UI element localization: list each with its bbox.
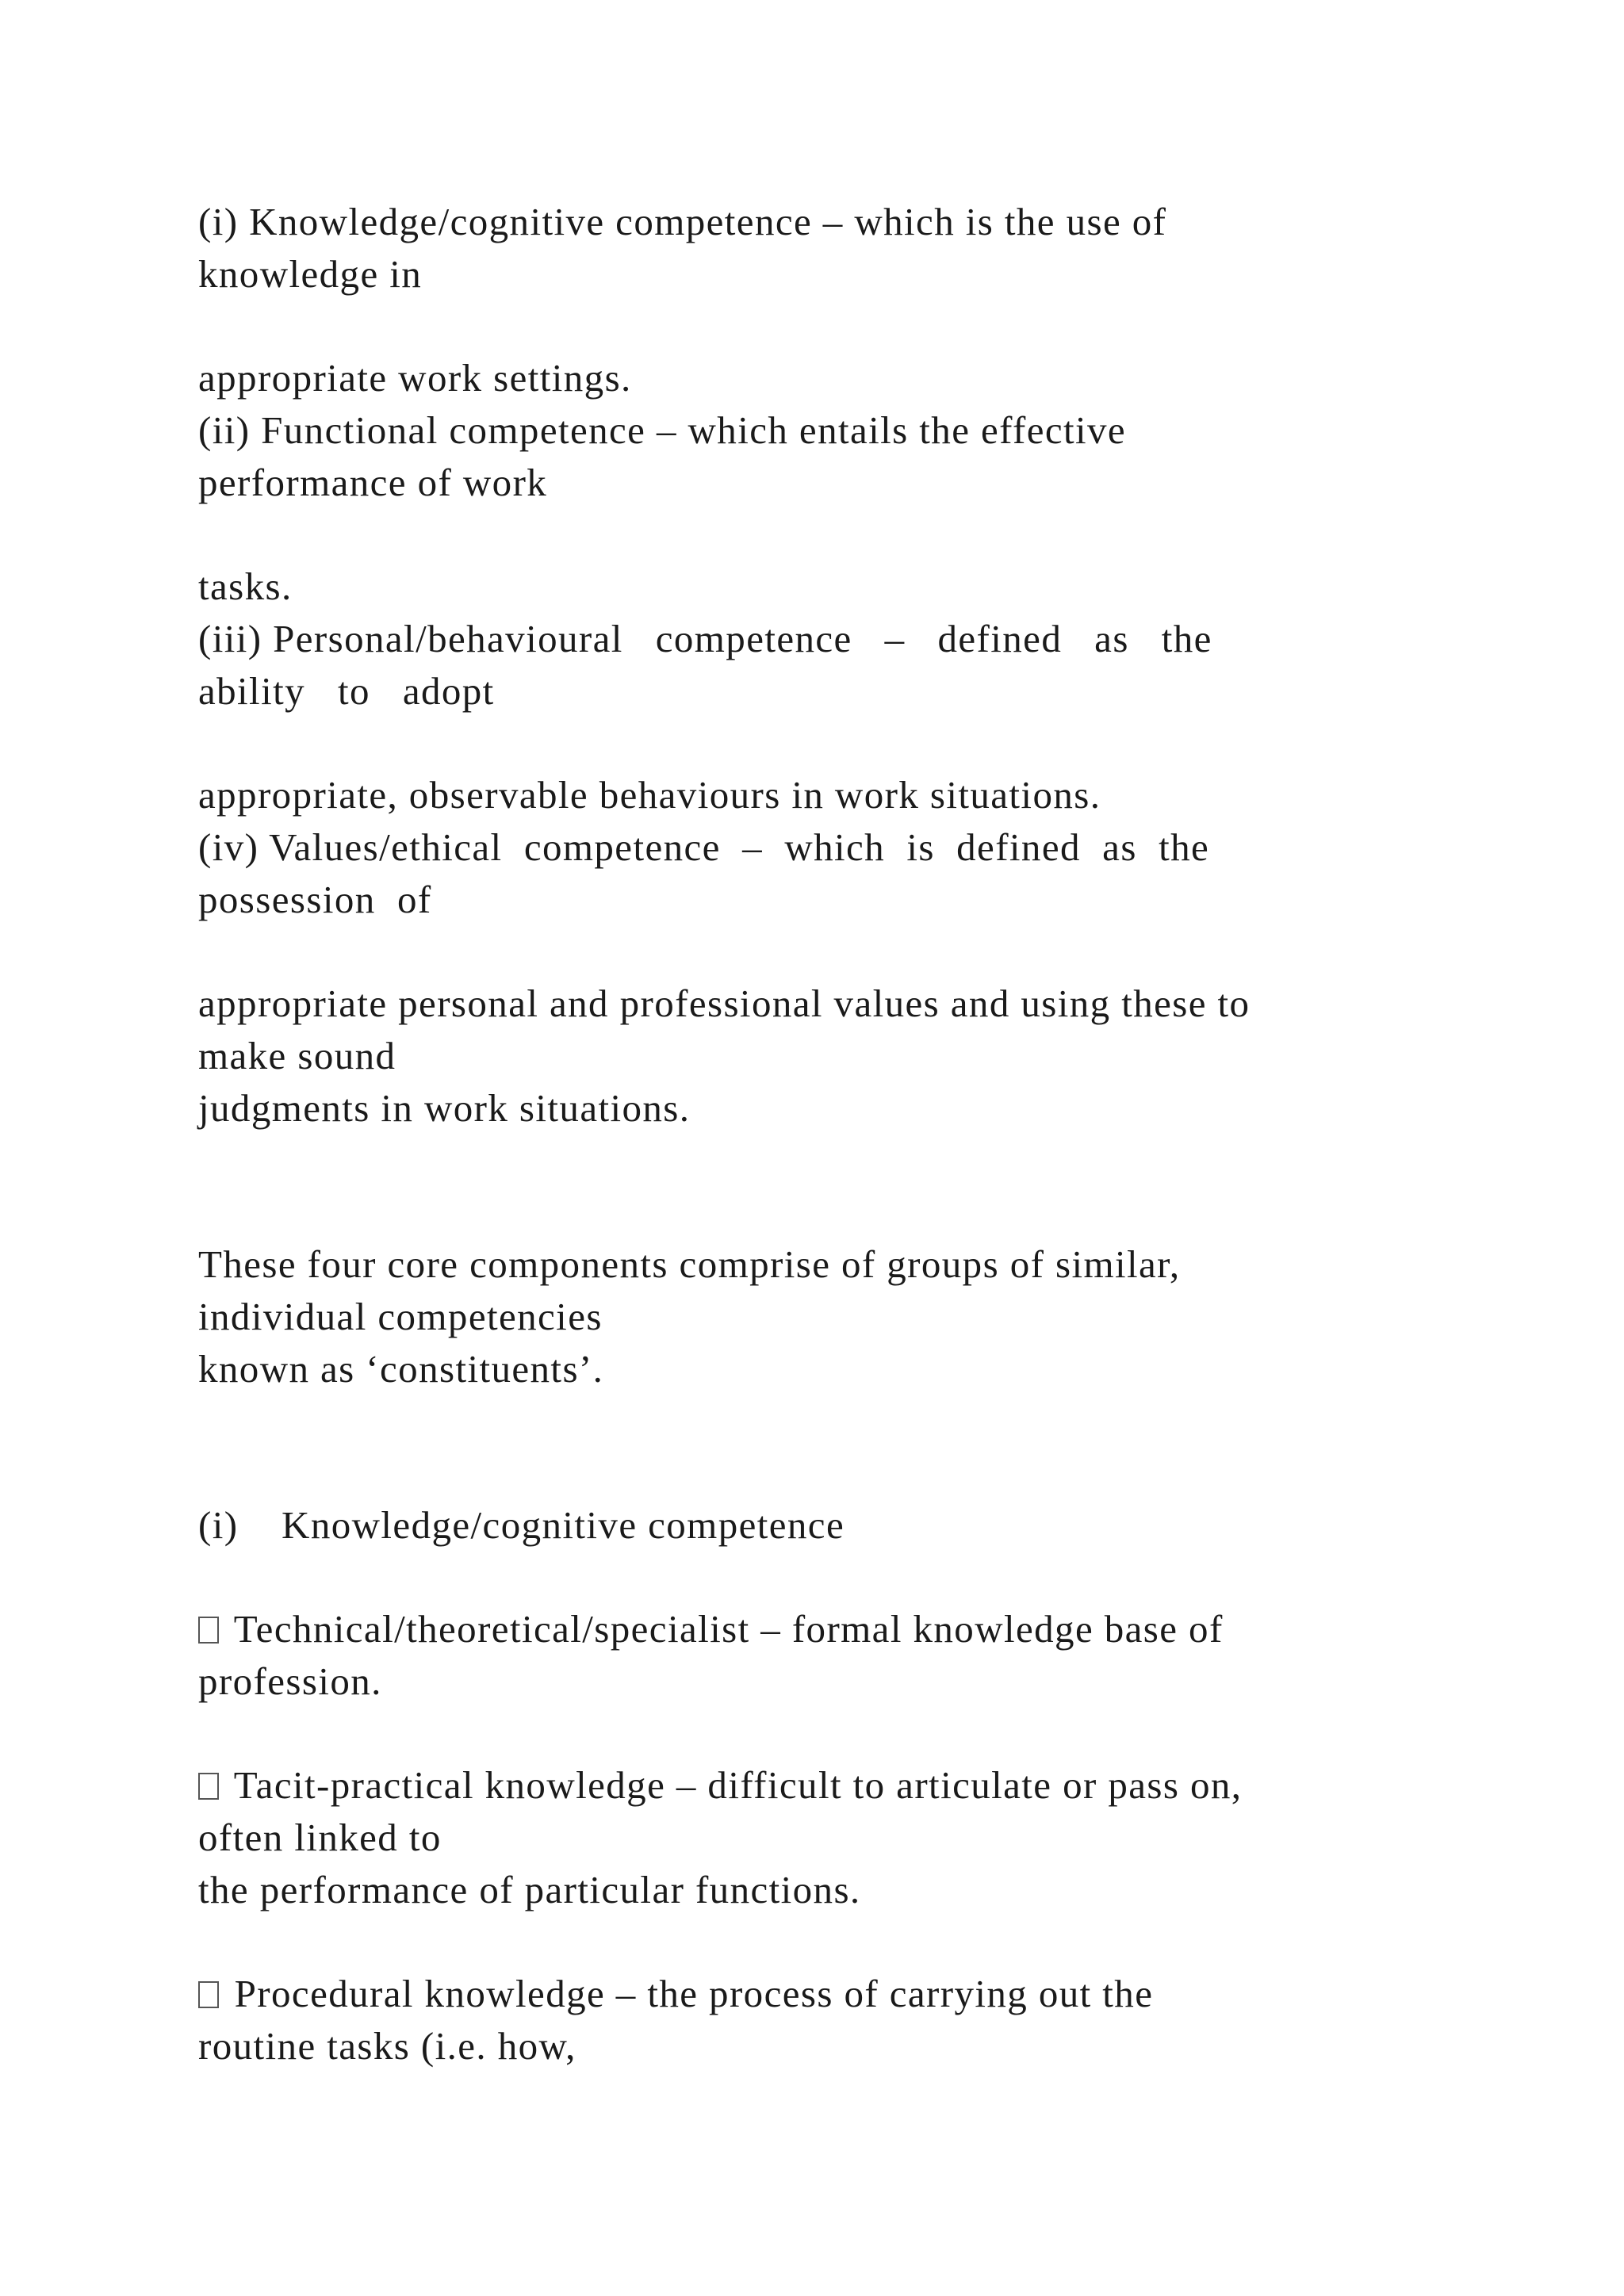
- text-line: (i) Knowledge/cognitive competence – which is the use of: [198, 200, 1167, 243]
- text-line: (iii) Personal/behavioural competence – defined as the: [198, 617, 1212, 660]
- text-line: performance of work: [198, 461, 548, 504]
- bullet-text: Tacit-practical knowledge – difficult to articulate or pass on,: [233, 1763, 1243, 1807]
- missing-glyph-box-icon: [198, 1773, 219, 1800]
- bullet-item: [198, 1762, 1242, 1809]
- text-line: (iv) Values/ethical competence – which is defined as the: [198, 825, 1210, 869]
- text-line: routine tasks (i.e. how,: [198, 2024, 576, 2068]
- text-line: knowledge in: [198, 252, 423, 296]
- text-line: known as ‘constituents’.: [198, 1347, 604, 1391]
- missing-glyph-box-icon: [198, 1981, 219, 2008]
- text-line: possession of: [198, 878, 432, 921]
- text-line: tasks.: [198, 564, 293, 608]
- text-line: make sound: [198, 1034, 396, 1077]
- bullet-text: Procedural knowledge – the process of carrying out the: [234, 1972, 1154, 2015]
- text-line: often linked to: [198, 1816, 442, 1859]
- text-line: appropriate, observable behaviours in work situations.: [198, 773, 1101, 817]
- text-line: judgments in work situations.: [198, 1086, 691, 1130]
- text-line: appropriate work settings.: [198, 356, 632, 400]
- text-line: (ii) Functional competence – which entails the effective: [198, 408, 1127, 452]
- text-line: appropriate personal and professional values and using these to: [198, 982, 1251, 1025]
- missing-glyph-box-icon: [198, 1617, 219, 1644]
- section-heading: (i) Knowledge/cognitive competence: [198, 1503, 845, 1547]
- text-line: individual competencies: [198, 1295, 603, 1338]
- text-line: profession.: [198, 1659, 382, 1703]
- text-line: These four core components comprise of groups of similar,: [198, 1242, 1181, 1286]
- bullet-item: [198, 1605, 1224, 1653]
- text-line: the performance of particular functions.: [198, 1868, 861, 1911]
- text-line: ability to adopt: [198, 669, 495, 713]
- bullet-item: [198, 1970, 1153, 2018]
- bullet-text: Technical/theoretical/specialist – formal knowledge base of: [233, 1607, 1224, 1651]
